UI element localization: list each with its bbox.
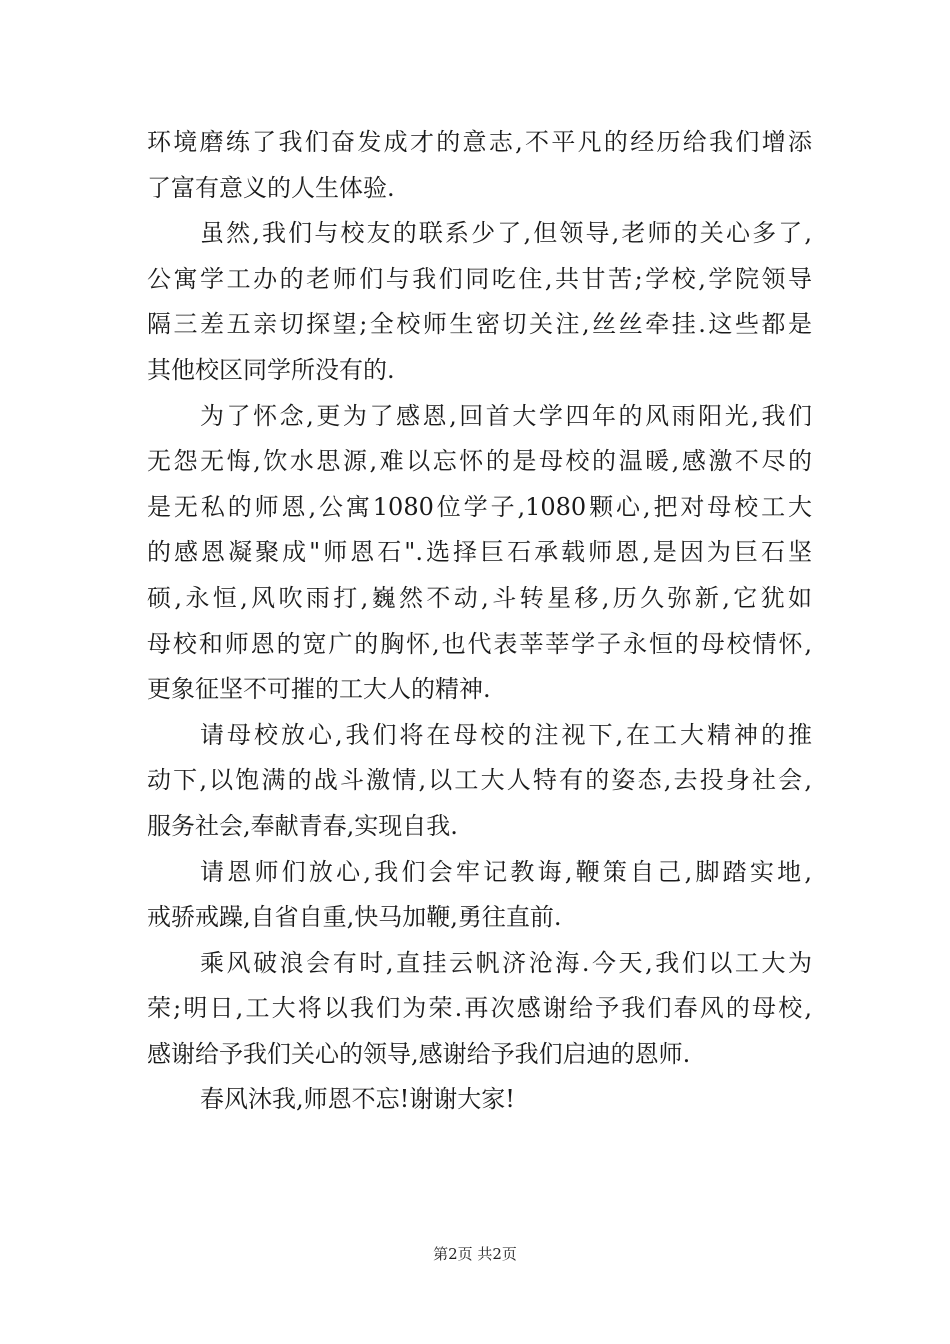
- text-line: 服务社会,奉献青春,实现自我.: [147, 811, 458, 840]
- page-number-footer: 第2页 共2页: [433, 1245, 517, 1263]
- text-line: 的感恩凝聚成"师恩石".选择巨石承载师恩,是因为巨石坚: [147, 538, 812, 567]
- text-line: 春风沐我,师恩不忘!谢谢大家!: [200, 1085, 515, 1114]
- text-line: 其他校区同学所没有的.: [147, 355, 395, 384]
- text-line: 无怨无悔,饮水思源,难以忘怀的是母校的温暖,感激不尽的: [147, 447, 812, 476]
- text-line: 母校和师恩的宽广的胸怀,也代表莘莘学子永恒的母校情怀,: [147, 629, 812, 658]
- text-line: 隔三差五亲切探望;全校师生密切关注,丝丝牵挂.这些都是: [147, 310, 812, 339]
- text-line: 动下,以饱满的战斗激情,以工大人特有的姿态,去投身社会,: [147, 766, 812, 795]
- text-line: 请母校放心,我们将在母校的注视下,在工大精神的推: [200, 720, 812, 749]
- text-line: 为了怀念,更为了感恩,回首大学四年的风雨阳光,我们: [200, 401, 812, 430]
- text-line: 乘风破浪会有时,直挂云帆济沧海.今天,我们以工大为: [200, 948, 812, 977]
- text-line: 环境磨练了我们奋发成才的意志,不平凡的经历给我们增添: [147, 128, 812, 156]
- text-line: 更象征坚不可摧的工大人的精神.: [147, 675, 491, 704]
- document-body: [147, 120, 812, 1123]
- text-line: 公寓学工办的老师们与我们同吃住,共甘苦;学校,学院领导: [147, 264, 812, 293]
- text-line: 是无私的师恩,公寓1080位学子,1080颗心,把对母校工大: [147, 492, 812, 521]
- text-line: 戒骄戒躁,自省自重,快马加鞭,勇往直前.: [147, 903, 562, 932]
- text-line: 荣;明日,工大将以我们为荣.再次感谢给予我们春风的母校,: [147, 994, 812, 1023]
- text-line: 感谢给予我们关心的领导,感谢给予我们启迪的恩师.: [147, 1039, 691, 1068]
- text-line: 虽然,我们与校友的联系少了,但领导,老师的关心多了,: [200, 219, 812, 248]
- text-line: 了富有意义的人生体验.: [147, 173, 395, 202]
- text-line: 硕,永恒,风吹雨打,巍然不动,斗转星移,历久弥新,它犹如: [147, 583, 812, 612]
- text-line: 请恩师们放心,我们会牢记教诲,鞭策自己,脚踏实地,: [200, 857, 812, 886]
